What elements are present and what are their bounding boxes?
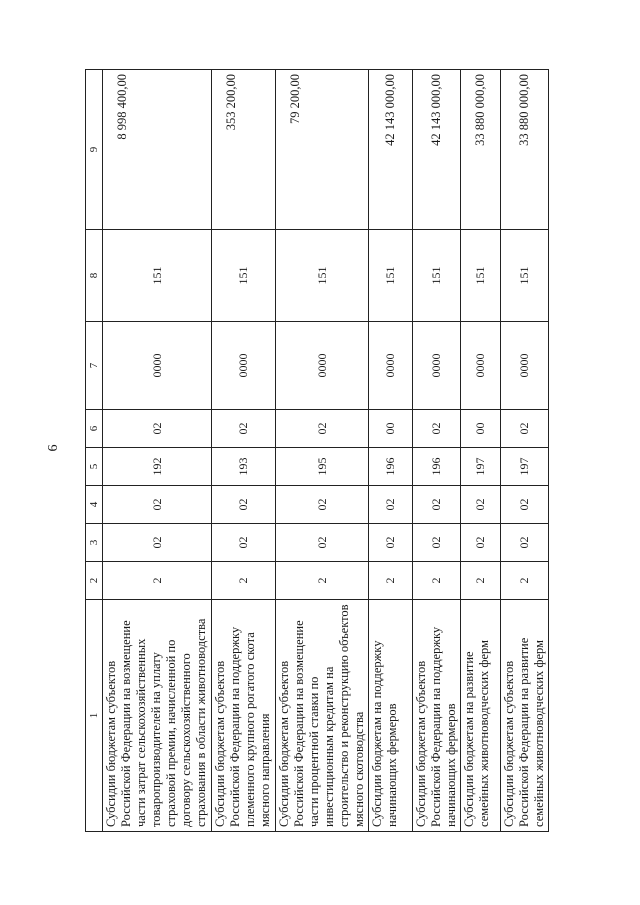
row-name: Субсидии бюджетам субъектов Российской Федерации на возмещение части процентной ставки по инвестиционным кредитам на строительство и реконструкцию объектов мясного скотоводства bbox=[276, 600, 369, 832]
table-row bbox=[212, 70, 276, 832]
header-col-5: 5 bbox=[86, 448, 103, 486]
cell-c6: 00 bbox=[461, 410, 501, 448]
cell-c8: 151 bbox=[501, 230, 549, 322]
cell-c7: 0000 bbox=[413, 322, 461, 410]
page-number: 6 bbox=[46, 444, 61, 452]
cell-c4: 02 bbox=[369, 486, 413, 524]
cell-c7: 0000 bbox=[369, 322, 413, 410]
header-col-9: 9 bbox=[86, 70, 103, 230]
cell-c6: 02 bbox=[501, 410, 549, 448]
cell-c5: 193 bbox=[212, 448, 276, 486]
cell-c6: 02 bbox=[103, 410, 212, 448]
cell-c2: 2 bbox=[461, 562, 501, 600]
row-name: Субсидии бюджетам на развитие семейных животноводческих ферм bbox=[461, 600, 501, 832]
table-row bbox=[461, 70, 501, 832]
cell-c5: 197 bbox=[501, 448, 549, 486]
cell-c2: 2 bbox=[276, 562, 369, 600]
table-row bbox=[413, 70, 461, 832]
cell-amount: 33 880 000,00 bbox=[501, 70, 549, 230]
cell-c3: 02 bbox=[501, 524, 549, 562]
header-col-2: 2 bbox=[86, 562, 103, 600]
cell-amount: 42 143 000,00 bbox=[413, 70, 461, 230]
row-name: Субсидии бюджетам субъектов Российской Федерации на развитие семейных животноводческих ферм bbox=[501, 600, 549, 832]
cell-c5: 195 bbox=[276, 448, 369, 486]
cell-c4: 02 bbox=[276, 486, 369, 524]
header-col-6: 6 bbox=[86, 410, 103, 448]
table-row bbox=[501, 70, 549, 832]
cell-c3: 02 bbox=[413, 524, 461, 562]
table-row bbox=[276, 70, 369, 832]
cell-c2: 2 bbox=[103, 562, 212, 600]
header-col-8: 8 bbox=[86, 230, 103, 322]
cell-c6: 02 bbox=[413, 410, 461, 448]
cell-c5: 196 bbox=[369, 448, 413, 486]
header-col-3: 3 bbox=[86, 524, 103, 562]
header-col-7: 7 bbox=[86, 322, 103, 410]
cell-c8: 151 bbox=[461, 230, 501, 322]
row-name: Субсидии бюджетам субъектов Российской Федерации на возмещение части затрат сельскохозяйственных товаропроизводителей на уплату страховой премии, начисленной по договору сельскохозяйственного страхования в области животноводства bbox=[103, 600, 212, 832]
cell-c5: 192 bbox=[103, 448, 212, 486]
table-row bbox=[103, 70, 212, 832]
cell-c4: 02 bbox=[461, 486, 501, 524]
header-col-4: 4 bbox=[86, 486, 103, 524]
row-name: Субсидии бюджетам на поддержку начинающих фермеров bbox=[369, 600, 413, 832]
cell-c5: 196 bbox=[413, 448, 461, 486]
cell-c7: 0000 bbox=[212, 322, 276, 410]
cell-c4: 02 bbox=[103, 486, 212, 524]
cell-c2: 2 bbox=[413, 562, 461, 600]
cell-amount: 42 143 000,00 bbox=[369, 70, 413, 230]
cell-c2: 2 bbox=[501, 562, 549, 600]
cell-c8: 151 bbox=[413, 230, 461, 322]
cell-c3: 02 bbox=[103, 524, 212, 562]
rotated-table-wrapper bbox=[85, 70, 546, 832]
cell-c2: 2 bbox=[212, 562, 276, 600]
cell-c3: 02 bbox=[369, 524, 413, 562]
cell-c3: 02 bbox=[276, 524, 369, 562]
cell-c6: 00 bbox=[369, 410, 413, 448]
cell-c4: 02 bbox=[212, 486, 276, 524]
cell-amount: 353 200,00 bbox=[212, 70, 276, 230]
cell-c8: 151 bbox=[212, 230, 276, 322]
cell-amount: 33 880 000,00 bbox=[461, 70, 501, 230]
cell-c4: 02 bbox=[501, 486, 549, 524]
cell-c5: 197 bbox=[461, 448, 501, 486]
row-name: Субсидии бюджетам субъектов Российской Федерации на поддержку племенного крупного рогатого скота мясного направления bbox=[212, 600, 276, 832]
header-row bbox=[86, 70, 103, 832]
cell-c8: 151 bbox=[103, 230, 212, 322]
cell-c2: 2 bbox=[369, 562, 413, 600]
row-name: Субсидии бюджетам субъектов Российской Федерации на поддержку начинающих фермеров bbox=[413, 600, 461, 832]
cell-c6: 02 bbox=[276, 410, 369, 448]
header-col-1: 1 bbox=[86, 600, 103, 832]
table-row bbox=[369, 70, 413, 832]
cell-c4: 02 bbox=[413, 486, 461, 524]
cell-c8: 151 bbox=[369, 230, 413, 322]
cell-c8: 151 bbox=[276, 230, 369, 322]
cell-c6: 02 bbox=[212, 410, 276, 448]
cell-c7: 0000 bbox=[501, 322, 549, 410]
cell-amount: 79 200,00 bbox=[276, 70, 369, 230]
cell-c7: 0000 bbox=[276, 322, 369, 410]
cell-amount: 8 998 400,00 bbox=[103, 70, 212, 230]
cell-c3: 02 bbox=[212, 524, 276, 562]
cell-c3: 02 bbox=[461, 524, 501, 562]
budget-table bbox=[85, 69, 549, 832]
cell-c7: 0000 bbox=[103, 322, 212, 410]
cell-c7: 0000 bbox=[461, 322, 501, 410]
